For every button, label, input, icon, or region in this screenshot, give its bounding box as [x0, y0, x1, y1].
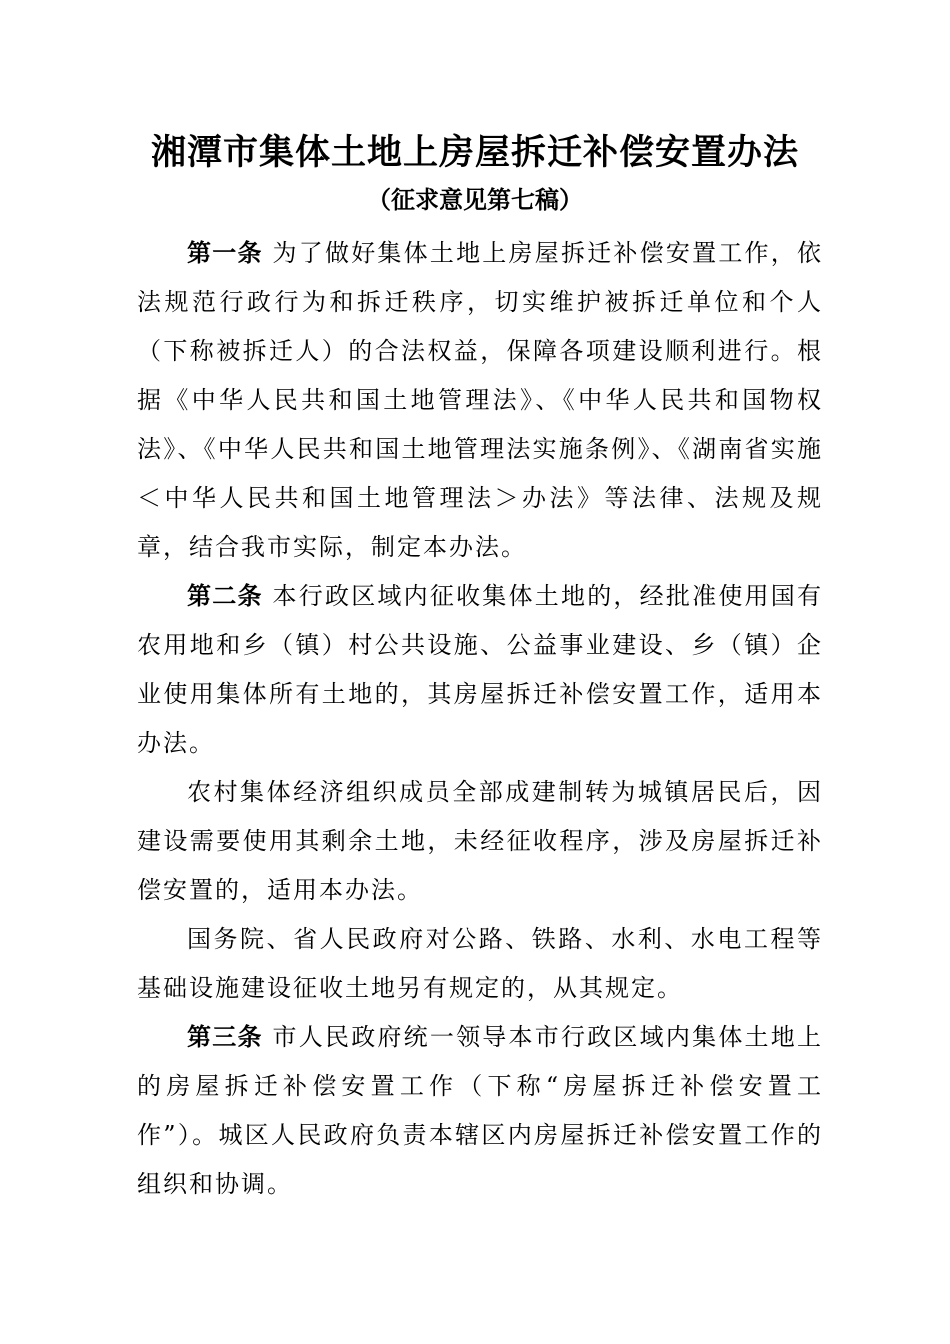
article-text: 国务院、省人民政府对公路、铁路、水利、水电工程等基础设施建设征收土地另有规定的，从其规定。 — [137, 925, 823, 1002]
article-text: 市人民政府统一领导本市行政区域内集体土地上的房屋拆迁补偿安置工作（下称“房屋拆迁补偿安置工作”）。城区人民政府负责本辖区内房屋拆迁补偿安置工作的组织和协调。 — [137, 1023, 823, 1198]
article-2 — [137, 572, 823, 768]
document-title: 湘潭市集体土地上房屋拆迁补偿安置办法 — [150, 132, 799, 173]
article-2-clause-3 — [137, 915, 823, 1013]
article-number: 第二条 — [187, 582, 263, 610]
article-number: 第三条 — [187, 1023, 263, 1051]
article-text: 本行政区域内征收集体土地的，经批准使用国有农用地和乡（镇）村公共设施、公益事业建设、乡（镇）企业使用集体所有土地的，其房屋拆迁补偿安置工作，适用本办法。 — [137, 582, 823, 757]
document-subtitle: （征求意见第七稿） — [367, 186, 583, 214]
article-3 — [137, 1013, 823, 1209]
article-text: 为了做好集体土地上房屋拆迁补偿安置工作，依法规范行政行为和拆迁秩序，切实维护被拆迁单位和个人（下称被拆迁人）的合法权益，保障各项建设顺利进行。根据《中华人民共和国土地管理法》、《中华人民共和国物权法》、《中华人民共和国土地管理法实施条例》、《湖南省实施＜中华人民共和国土地管理法＞办法》等法律、法规及规章，结合我市实际，制定本办法。 — [137, 239, 823, 561]
article-text: 农村集体经济组织成员全部成建制转为城镇居民后，因建设需要使用其剩余土地，未经征收程序，涉及房屋拆迁补偿安置的，适用本办法。 — [137, 778, 823, 904]
article-1 — [137, 229, 823, 572]
article-2-clause-2 — [137, 768, 823, 915]
document-body — [137, 229, 823, 1209]
article-number: 第一条 — [187, 239, 263, 267]
